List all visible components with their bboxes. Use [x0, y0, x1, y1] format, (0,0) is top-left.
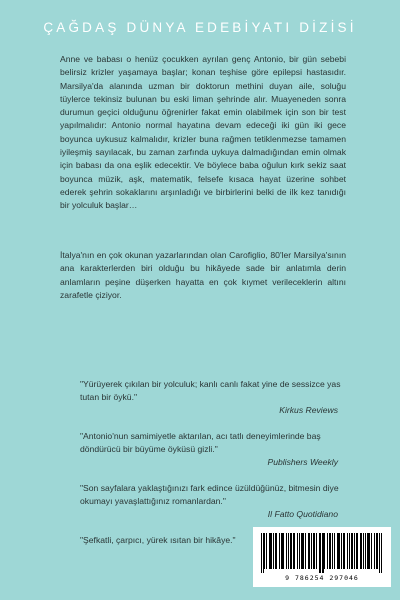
series-title: ÇAĞDAŞ DÜNYA EDEBİYATI DİZİSİ: [43, 20, 357, 35]
review-source: Kirkus Reviews: [279, 405, 338, 415]
synopsis-paragraph-2: İtalya'nın en çok okunan yazarlarından olan Carofiglio, 80'ler Marsilya'sının ana karakterlerden biri olduğu bu hikâyede sade bir anlatımla derin anlamların peşine düşerken hayatta en çok kıymet verileceklerin altını zarafetle çiziyor.: [60, 250, 346, 300]
review-item: [80, 378, 350, 416]
review-item: [80, 482, 350, 520]
review-quote: "Antonio'nun samimiyetle aktarılan, acı tatlı deneyimlerinde baş döndürücü bir büyüme öyküsü gizli.": [80, 431, 321, 454]
review-quote: "Şefkatli, çarpıcı, yürek ısıtan bir hikâye.": [80, 535, 236, 545]
review-quote: "Son sayfalara yaklaştığınızı fark edince üzüldüğünüz, bitmesin diye okumayı yavaşlattığınız romanlardan.": [80, 483, 339, 506]
review-quote: "Yürüyerek çıkılan bir yolculuk; kanlı canlı fakat yine de sessizce yas tutan bir öykü.": [80, 379, 341, 402]
isbn-barcode: [253, 527, 391, 587]
review-source: Publishers Weekly: [267, 457, 338, 467]
barcode-icon: [261, 533, 383, 573]
review-item: [80, 430, 350, 468]
synopsis-paragraph-1: Anne ve babası o henüz çocukken ayrılan genç Antonio, bir gün sebebi belirsiz krizler yaşamaya başlar; konan teşhise göre epilepsi hastasıdır. Marsilya'da alanında uzman bir doktorun methini duyan aile, soluğu tüylerce tekinsiz bulunan bu eski liman şehrinde alır. Muayeneden sonra durumun geçici olduğunu öğrenirler fakat emin olabilmek için son bir test yapılmalıdır: Antonio normal hayatına devam edeceği iki gün iki gece boyunca uykusuz kalmalıdır, krizler buna rağmen tetiklenmezse tamamen iyileşmiş sayılacak, bu zaman zarfında uykuya dalmadığından emin olmak için babası da ona eşlik edecektir. Ve böylece baba oğulun kırk sekiz saat boyunca müzik, aşk, matematik, felsefe kısaca hayat üzerine sohbet ederek şehrin sokaklarını arşınladığı ve birbirlerini belki de ilk kez tanıdığı bir yolculuk başlar…: [60, 54, 346, 211]
isbn-digits: 9 786254 297046: [285, 574, 359, 582]
review-source: Il Fatto Quotidiano: [267, 509, 338, 519]
